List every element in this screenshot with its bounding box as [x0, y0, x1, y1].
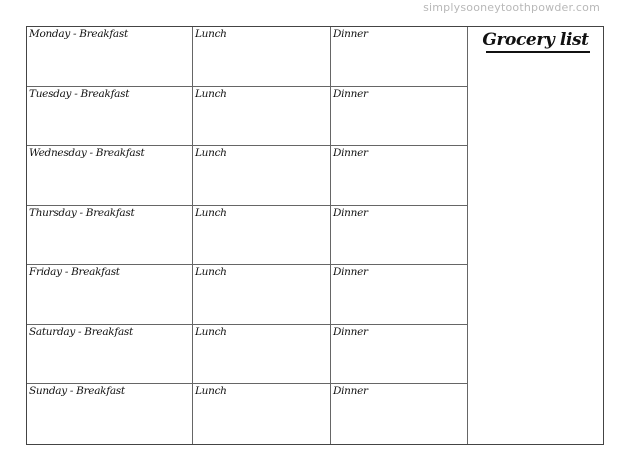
- grocery-list-panel[interactable]: [468, 27, 603, 444]
- lunch-label: Lunch: [195, 147, 227, 160]
- day-breakfast-label: Monday - Breakfast: [29, 28, 128, 40]
- thursday-dinner-cell[interactable]: [331, 206, 468, 266]
- dinner-label: Dinner: [333, 147, 368, 160]
- meal-planner-table: [26, 26, 604, 445]
- day-breakfast-label: Tuesday - Breakfast: [29, 87, 130, 100]
- wednesday-breakfast-cell[interactable]: [27, 146, 193, 206]
- lunch-label: Lunch: [195, 266, 227, 279]
- dinner-label: Dinner: [333, 28, 368, 40]
- wednesday-lunch-cell[interactable]: [193, 146, 331, 206]
- title-underline: [486, 51, 590, 53]
- lunch-label: Lunch: [195, 325, 227, 338]
- sunday-breakfast-cell[interactable]: [27, 384, 193, 444]
- friday-lunch-cell[interactable]: [193, 265, 331, 325]
- day-breakfast-label: Wednesday - Breakfast: [29, 147, 145, 160]
- friday-dinner-cell[interactable]: [331, 265, 468, 325]
- dinner-label: Dinner: [333, 206, 368, 219]
- grocery-list-title: Grocery list: [482, 30, 589, 50]
- lunch-label: Lunch: [195, 28, 227, 40]
- thursday-breakfast-cell[interactable]: [27, 206, 193, 266]
- dinner-label: Dinner: [333, 385, 368, 398]
- friday-breakfast-cell[interactable]: [27, 265, 193, 325]
- day-breakfast-label: Sunday - Breakfast: [29, 385, 125, 398]
- saturday-lunch-cell[interactable]: [193, 325, 331, 385]
- sunday-lunch-cell[interactable]: [193, 384, 331, 444]
- tuesday-lunch-cell[interactable]: [193, 87, 331, 147]
- monday-lunch-cell[interactable]: [193, 27, 331, 87]
- day-breakfast-label: Saturday - Breakfast: [29, 325, 133, 338]
- lunch-label: Lunch: [195, 206, 227, 219]
- day-breakfast-label: Thursday - Breakfast: [29, 206, 135, 219]
- tuesday-breakfast-cell[interactable]: [27, 87, 193, 147]
- thursday-lunch-cell[interactable]: [193, 206, 331, 266]
- lunch-label: Lunch: [195, 87, 227, 100]
- sunday-dinner-cell[interactable]: [331, 384, 468, 444]
- site-watermark: simplysooneytoothpowder.com: [423, 1, 600, 14]
- monday-breakfast-cell[interactable]: [27, 27, 193, 87]
- lunch-label: Lunch: [195, 385, 227, 398]
- saturday-breakfast-cell[interactable]: [27, 325, 193, 385]
- wednesday-dinner-cell[interactable]: [331, 146, 468, 206]
- saturday-dinner-cell[interactable]: [331, 325, 468, 385]
- tuesday-dinner-cell[interactable]: [331, 87, 468, 147]
- dinner-label: Dinner: [333, 87, 368, 100]
- day-breakfast-label: Friday - Breakfast: [29, 266, 120, 279]
- dinner-label: Dinner: [333, 266, 368, 279]
- dinner-label: Dinner: [333, 325, 368, 338]
- monday-dinner-cell[interactable]: [331, 27, 468, 87]
